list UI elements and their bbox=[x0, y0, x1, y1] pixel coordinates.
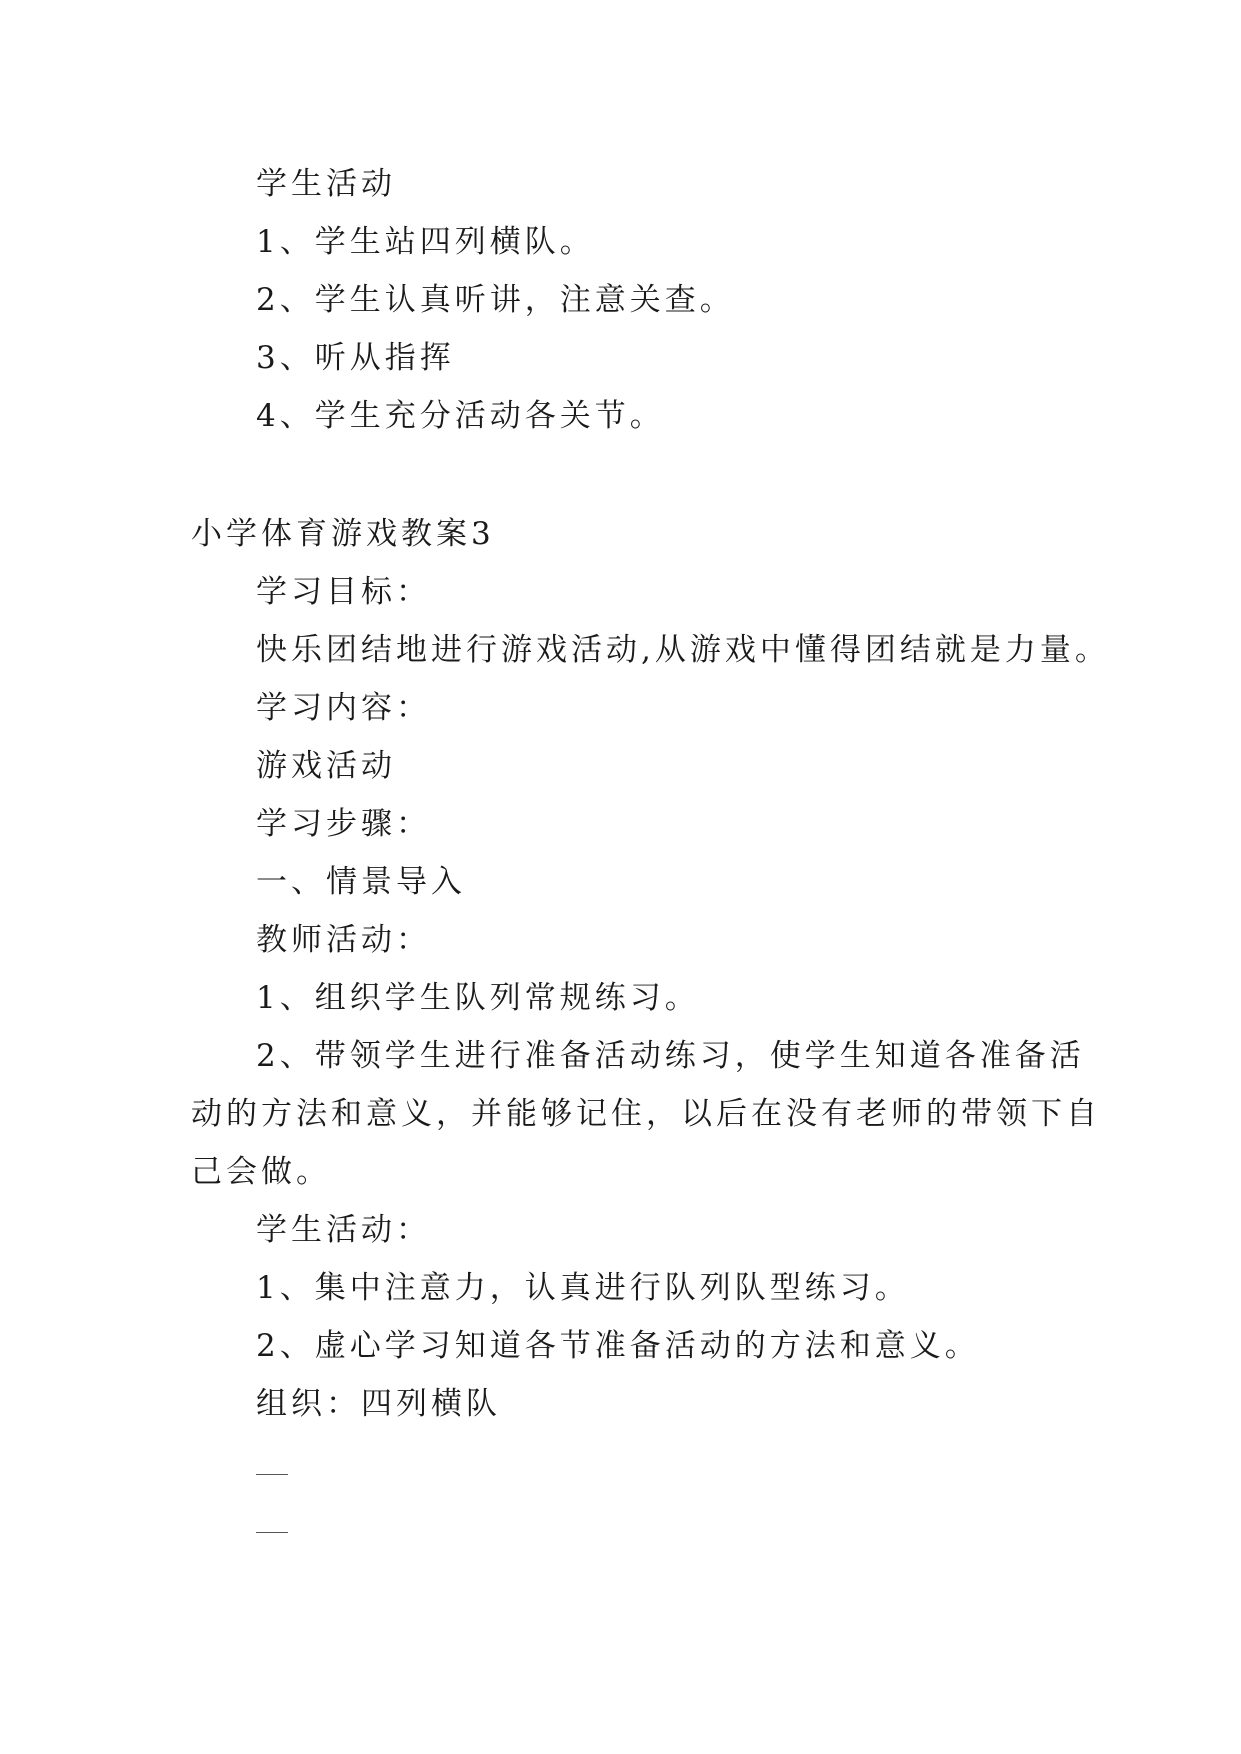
paragraph: 3、听从指挥 bbox=[256, 340, 455, 376]
paragraph: 4、学生充分活动各关节。 bbox=[256, 398, 665, 434]
paragraph-continuation: 动的方法和意义，并能够记住，以后在没有老师的带领下自 bbox=[191, 1096, 1101, 1132]
divider bbox=[256, 1474, 288, 1475]
paragraph: 游戏活动 bbox=[256, 748, 396, 784]
paragraph: 1、学生站四列横队。 bbox=[256, 224, 595, 260]
paragraph: 学习步骤： bbox=[256, 806, 431, 842]
paragraph: 1、集中注意力，认真进行队列队型练习。 bbox=[256, 1270, 910, 1306]
paragraph: 学习目标： bbox=[256, 574, 431, 610]
paragraph: 快乐团结地进行游戏活动,从游戏中懂得团结就是力量。 bbox=[256, 632, 1110, 668]
paragraph: 学生活动 bbox=[256, 166, 396, 202]
section-heading: 小学体育游戏教案3 bbox=[191, 516, 495, 552]
paragraph: 组织：四列横队 bbox=[256, 1386, 501, 1422]
paragraph: 2、带领学生进行准备活动练习，使学生知道各准备活 bbox=[256, 1038, 1085, 1074]
paragraph: 2、学生认真听讲，注意关查。 bbox=[256, 282, 735, 318]
paragraph: 一、情景导入 bbox=[256, 864, 466, 900]
paragraph: 教师活动： bbox=[256, 922, 431, 958]
paragraph: 1、组织学生队列常规练习。 bbox=[256, 980, 700, 1016]
paragraph: 2、虚心学习知道各节准备活动的方法和意义。 bbox=[256, 1328, 980, 1364]
divider bbox=[256, 1532, 288, 1533]
paragraph: 学生活动： bbox=[256, 1212, 431, 1248]
paragraph-continuation: 己会做。 bbox=[191, 1154, 331, 1190]
paragraph: 学习内容： bbox=[256, 690, 431, 726]
